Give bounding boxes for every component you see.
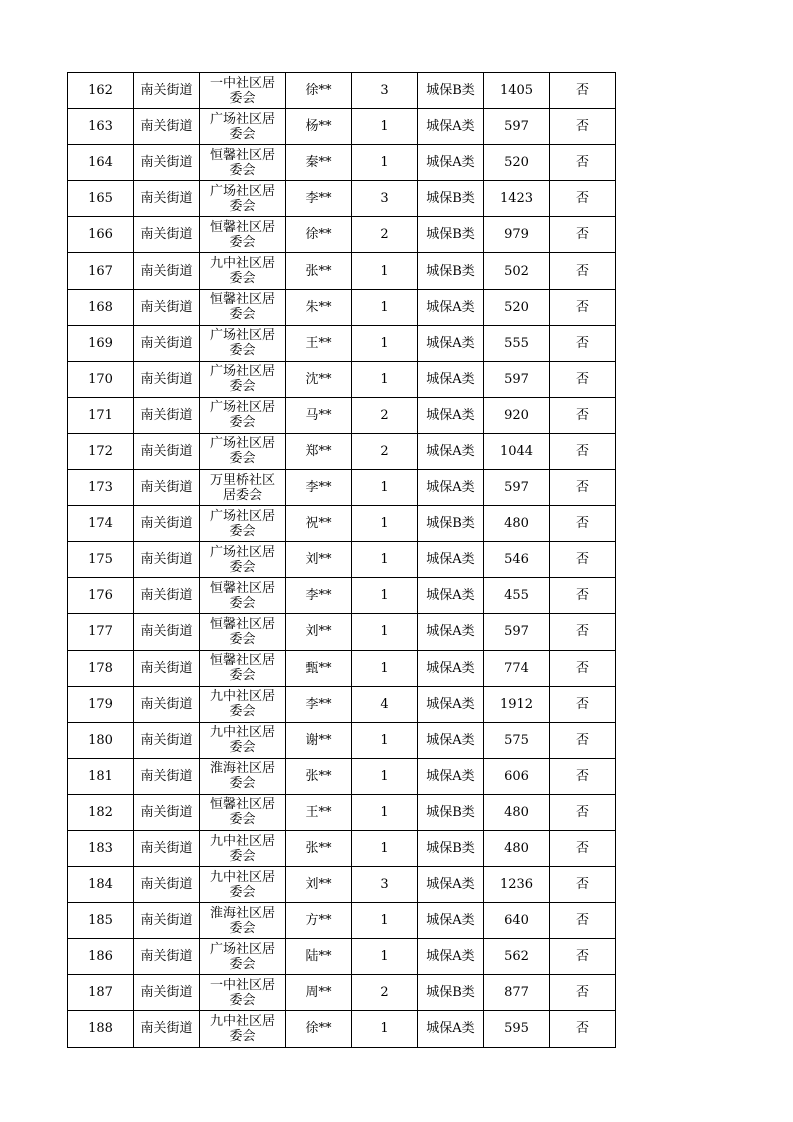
community-line: 淮海社区居 bbox=[209, 905, 275, 921]
flag-cell: 否 bbox=[550, 975, 616, 1011]
community-cell bbox=[200, 325, 286, 361]
table-row bbox=[68, 145, 616, 181]
name-cell: 王** bbox=[286, 794, 352, 830]
table-row bbox=[68, 830, 616, 866]
amount-cell: 575 bbox=[484, 722, 550, 758]
people-count-cell: 1 bbox=[352, 506, 418, 542]
category-cell: 城保A类 bbox=[418, 867, 484, 903]
community-line: 委会 bbox=[229, 162, 256, 178]
table-row bbox=[68, 217, 616, 253]
street-cell: 南关街道 bbox=[134, 867, 200, 903]
community-cell bbox=[200, 145, 286, 181]
community-line: 九中社区居 bbox=[209, 833, 275, 849]
table-row bbox=[68, 506, 616, 542]
community-cell bbox=[200, 181, 286, 217]
community-line: 恒馨社区居 bbox=[209, 147, 275, 163]
community-cell bbox=[200, 867, 286, 903]
community-line: 委会 bbox=[229, 198, 256, 214]
flag-cell: 否 bbox=[550, 73, 616, 109]
community-cell bbox=[200, 722, 286, 758]
name-cell: 马** bbox=[286, 397, 352, 433]
people-count-cell: 1 bbox=[352, 145, 418, 181]
name-cell: 徐** bbox=[286, 73, 352, 109]
street-cell: 南关街道 bbox=[134, 397, 200, 433]
community-cell bbox=[200, 830, 286, 866]
people-count-cell: 1 bbox=[352, 830, 418, 866]
amount-cell: 597 bbox=[484, 361, 550, 397]
community-line: 委会 bbox=[229, 884, 256, 900]
street-cell: 南关街道 bbox=[134, 578, 200, 614]
amount-cell: 597 bbox=[484, 614, 550, 650]
community-cell bbox=[200, 542, 286, 578]
flag-cell: 否 bbox=[550, 433, 616, 469]
street-cell: 南关街道 bbox=[134, 470, 200, 506]
flag-cell: 否 bbox=[550, 830, 616, 866]
community-cell bbox=[200, 109, 286, 145]
flag-cell: 否 bbox=[550, 109, 616, 145]
row-number: 174 bbox=[68, 506, 134, 542]
data-table bbox=[67, 72, 616, 1048]
category-cell: 城保A类 bbox=[418, 686, 484, 722]
name-cell: 李** bbox=[286, 578, 352, 614]
flag-cell: 否 bbox=[550, 758, 616, 794]
street-cell: 南关街道 bbox=[134, 975, 200, 1011]
category-cell: 城保A类 bbox=[418, 325, 484, 361]
category-cell: 城保A类 bbox=[418, 614, 484, 650]
flag-cell: 否 bbox=[550, 939, 616, 975]
row-number: 181 bbox=[68, 758, 134, 794]
community-line: 九中社区居 bbox=[209, 725, 275, 741]
community-line: 委会 bbox=[229, 523, 256, 539]
community-line: 委会 bbox=[229, 126, 256, 142]
row-number: 167 bbox=[68, 253, 134, 289]
flag-cell: 否 bbox=[550, 506, 616, 542]
street-cell: 南关街道 bbox=[134, 614, 200, 650]
community-cell bbox=[200, 253, 286, 289]
street-cell: 南关街道 bbox=[134, 73, 200, 109]
amount-cell: 562 bbox=[484, 939, 550, 975]
name-cell: 刘** bbox=[286, 542, 352, 578]
community-line: 委会 bbox=[229, 234, 256, 250]
row-number: 180 bbox=[68, 722, 134, 758]
community-line: 广场社区居 bbox=[209, 328, 275, 344]
table-row bbox=[68, 109, 616, 145]
row-number: 183 bbox=[68, 830, 134, 866]
community-line: 委会 bbox=[229, 1028, 256, 1044]
row-number: 187 bbox=[68, 975, 134, 1011]
street-cell: 南关街道 bbox=[134, 145, 200, 181]
table-row bbox=[68, 361, 616, 397]
community-cell bbox=[200, 903, 286, 939]
street-cell: 南关街道 bbox=[134, 506, 200, 542]
street-cell: 南关街道 bbox=[134, 1011, 200, 1047]
table-row bbox=[68, 650, 616, 686]
people-count-cell: 1 bbox=[352, 578, 418, 614]
community-line: 九中社区居 bbox=[209, 869, 275, 885]
street-cell: 南关街道 bbox=[134, 722, 200, 758]
row-number: 175 bbox=[68, 542, 134, 578]
name-cell: 李** bbox=[286, 686, 352, 722]
table-row bbox=[68, 289, 616, 325]
table-row bbox=[68, 903, 616, 939]
category-cell: 城保B类 bbox=[418, 794, 484, 830]
amount-cell: 480 bbox=[484, 506, 550, 542]
flag-cell: 否 bbox=[550, 722, 616, 758]
amount-cell: 597 bbox=[484, 470, 550, 506]
community-line: 恒馨社区居 bbox=[209, 580, 275, 596]
people-count-cell: 1 bbox=[352, 361, 418, 397]
community-line: 恒馨社区居 bbox=[209, 797, 275, 813]
community-line: 委会 bbox=[229, 343, 256, 359]
table-row bbox=[68, 1011, 616, 1047]
table-row bbox=[68, 758, 616, 794]
row-number: 170 bbox=[68, 361, 134, 397]
table-row bbox=[68, 686, 616, 722]
community-line: 广场社区居 bbox=[209, 111, 275, 127]
amount-cell: 979 bbox=[484, 217, 550, 253]
amount-cell: 606 bbox=[484, 758, 550, 794]
amount-cell: 1912 bbox=[484, 686, 550, 722]
people-count-cell: 1 bbox=[352, 109, 418, 145]
row-number: 172 bbox=[68, 433, 134, 469]
table-row bbox=[68, 181, 616, 217]
people-count-cell: 2 bbox=[352, 433, 418, 469]
name-cell: 陆** bbox=[286, 939, 352, 975]
name-cell: 甄** bbox=[286, 650, 352, 686]
table-row bbox=[68, 397, 616, 433]
community-cell bbox=[200, 794, 286, 830]
amount-cell: 502 bbox=[484, 253, 550, 289]
table-row bbox=[68, 253, 616, 289]
people-count-cell: 1 bbox=[352, 903, 418, 939]
table-row bbox=[68, 867, 616, 903]
community-cell bbox=[200, 650, 286, 686]
street-cell: 南关街道 bbox=[134, 903, 200, 939]
flag-cell: 否 bbox=[550, 397, 616, 433]
flag-cell: 否 bbox=[550, 686, 616, 722]
name-cell: 徐** bbox=[286, 1011, 352, 1047]
category-cell: 城保A类 bbox=[418, 109, 484, 145]
community-line: 广场社区居 bbox=[209, 436, 275, 452]
flag-cell: 否 bbox=[550, 145, 616, 181]
amount-cell: 597 bbox=[484, 109, 550, 145]
street-cell: 南关街道 bbox=[134, 939, 200, 975]
amount-cell: 520 bbox=[484, 145, 550, 181]
street-cell: 南关街道 bbox=[134, 217, 200, 253]
category-cell: 城保B类 bbox=[418, 830, 484, 866]
community-line: 委会 bbox=[229, 668, 256, 684]
amount-cell: 1423 bbox=[484, 181, 550, 217]
street-cell: 南关街道 bbox=[134, 650, 200, 686]
people-count-cell: 1 bbox=[352, 470, 418, 506]
name-cell: 郑** bbox=[286, 433, 352, 469]
category-cell: 城保B类 bbox=[418, 217, 484, 253]
community-line: 委会 bbox=[229, 451, 256, 467]
name-cell: 徐** bbox=[286, 217, 352, 253]
flag-cell: 否 bbox=[550, 361, 616, 397]
row-number: 162 bbox=[68, 73, 134, 109]
name-cell: 周** bbox=[286, 975, 352, 1011]
people-count-cell: 1 bbox=[352, 542, 418, 578]
flag-cell: 否 bbox=[550, 614, 616, 650]
flag-cell: 否 bbox=[550, 903, 616, 939]
flag-cell: 否 bbox=[550, 289, 616, 325]
community-cell bbox=[200, 975, 286, 1011]
row-number: 176 bbox=[68, 578, 134, 614]
flag-cell: 否 bbox=[550, 650, 616, 686]
community-cell bbox=[200, 433, 286, 469]
street-cell: 南关街道 bbox=[134, 542, 200, 578]
flag-cell: 否 bbox=[550, 578, 616, 614]
amount-cell: 1236 bbox=[484, 867, 550, 903]
community-cell bbox=[200, 397, 286, 433]
row-number: 166 bbox=[68, 217, 134, 253]
category-cell: 城保A类 bbox=[418, 903, 484, 939]
category-cell: 城保A类 bbox=[418, 650, 484, 686]
category-cell: 城保B类 bbox=[418, 73, 484, 109]
community-cell bbox=[200, 470, 286, 506]
flag-cell: 否 bbox=[550, 217, 616, 253]
community-line: 委会 bbox=[229, 631, 256, 647]
people-count-cell: 1 bbox=[352, 794, 418, 830]
category-cell: 城保A类 bbox=[418, 939, 484, 975]
table-row bbox=[68, 470, 616, 506]
community-line: 委会 bbox=[229, 956, 256, 972]
name-cell: 王** bbox=[286, 325, 352, 361]
row-number: 171 bbox=[68, 397, 134, 433]
table-row bbox=[68, 433, 616, 469]
street-cell: 南关街道 bbox=[134, 325, 200, 361]
row-number: 163 bbox=[68, 109, 134, 145]
community-line: 九中社区居 bbox=[209, 689, 275, 705]
people-count-cell: 2 bbox=[352, 217, 418, 253]
community-line: 委会 bbox=[229, 740, 256, 756]
street-cell: 南关街道 bbox=[134, 686, 200, 722]
community-line: 恒馨社区居 bbox=[209, 653, 275, 669]
community-cell bbox=[200, 686, 286, 722]
community-line: 九中社区居 bbox=[209, 256, 275, 272]
category-cell: 城保A类 bbox=[418, 433, 484, 469]
name-cell: 刘** bbox=[286, 614, 352, 650]
flag-cell: 否 bbox=[550, 470, 616, 506]
category-cell: 城保A类 bbox=[418, 397, 484, 433]
community-line: 万里桥社区 bbox=[209, 472, 275, 488]
table-row bbox=[68, 542, 616, 578]
community-cell bbox=[200, 758, 286, 794]
amount-cell: 455 bbox=[484, 578, 550, 614]
community-line: 广场社区居 bbox=[209, 364, 275, 380]
community-line: 委会 bbox=[229, 379, 256, 395]
community-line: 广场社区居 bbox=[209, 400, 275, 416]
table-row bbox=[68, 614, 616, 650]
amount-cell: 555 bbox=[484, 325, 550, 361]
flag-cell: 否 bbox=[550, 325, 616, 361]
people-count-cell: 1 bbox=[352, 939, 418, 975]
flag-cell: 否 bbox=[550, 867, 616, 903]
community-line: 委会 bbox=[229, 704, 256, 720]
community-line: 委会 bbox=[229, 595, 256, 611]
community-line: 恒馨社区居 bbox=[209, 292, 275, 308]
amount-cell: 520 bbox=[484, 289, 550, 325]
category-cell: 城保A类 bbox=[418, 470, 484, 506]
community-cell bbox=[200, 578, 286, 614]
amount-cell: 920 bbox=[484, 397, 550, 433]
street-cell: 南关街道 bbox=[134, 289, 200, 325]
street-cell: 南关街道 bbox=[134, 253, 200, 289]
category-cell: 城保B类 bbox=[418, 253, 484, 289]
table-row bbox=[68, 722, 616, 758]
people-count-cell: 1 bbox=[352, 614, 418, 650]
category-cell: 城保A类 bbox=[418, 1011, 484, 1047]
amount-cell: 877 bbox=[484, 975, 550, 1011]
category-cell: 城保A类 bbox=[418, 145, 484, 181]
people-count-cell: 3 bbox=[352, 73, 418, 109]
flag-cell: 否 bbox=[550, 181, 616, 217]
community-line: 居委会 bbox=[222, 487, 262, 503]
community-line: 淮海社区居 bbox=[209, 761, 275, 777]
community-line: 委会 bbox=[229, 992, 256, 1008]
category-cell: 城保A类 bbox=[418, 758, 484, 794]
name-cell: 张** bbox=[286, 758, 352, 794]
row-number: 182 bbox=[68, 794, 134, 830]
community-line: 广场社区居 bbox=[209, 183, 275, 199]
community-cell bbox=[200, 939, 286, 975]
street-cell: 南关街道 bbox=[134, 109, 200, 145]
row-number: 173 bbox=[68, 470, 134, 506]
category-cell: 城保A类 bbox=[418, 289, 484, 325]
flag-cell: 否 bbox=[550, 253, 616, 289]
flag-cell: 否 bbox=[550, 794, 616, 830]
community-line: 委会 bbox=[229, 90, 256, 106]
street-cell: 南关街道 bbox=[134, 794, 200, 830]
people-count-cell: 1 bbox=[352, 253, 418, 289]
community-cell bbox=[200, 361, 286, 397]
table-row bbox=[68, 939, 616, 975]
community-line: 广场社区居 bbox=[209, 544, 275, 560]
row-number: 168 bbox=[68, 289, 134, 325]
community-cell bbox=[200, 506, 286, 542]
community-line: 委会 bbox=[229, 920, 256, 936]
people-count-cell: 1 bbox=[352, 650, 418, 686]
category-cell: 城保A类 bbox=[418, 361, 484, 397]
street-cell: 南关街道 bbox=[134, 758, 200, 794]
category-cell: 城保B类 bbox=[418, 181, 484, 217]
flag-cell: 否 bbox=[550, 1011, 616, 1047]
row-number: 179 bbox=[68, 686, 134, 722]
name-cell: 祝** bbox=[286, 506, 352, 542]
row-number: 165 bbox=[68, 181, 134, 217]
name-cell: 杨** bbox=[286, 109, 352, 145]
name-cell: 李** bbox=[286, 470, 352, 506]
name-cell: 朱** bbox=[286, 289, 352, 325]
people-count-cell: 1 bbox=[352, 1011, 418, 1047]
people-count-cell: 2 bbox=[352, 397, 418, 433]
street-cell: 南关街道 bbox=[134, 433, 200, 469]
row-number: 177 bbox=[68, 614, 134, 650]
community-line: 委会 bbox=[229, 415, 256, 431]
community-cell bbox=[200, 73, 286, 109]
row-number: 184 bbox=[68, 867, 134, 903]
people-count-cell: 4 bbox=[352, 686, 418, 722]
street-cell: 南关街道 bbox=[134, 181, 200, 217]
community-line: 广场社区居 bbox=[209, 508, 275, 524]
flag-cell: 否 bbox=[550, 542, 616, 578]
people-count-cell: 1 bbox=[352, 325, 418, 361]
row-number: 164 bbox=[68, 145, 134, 181]
name-cell: 方** bbox=[286, 903, 352, 939]
community-line: 委会 bbox=[229, 559, 256, 575]
amount-cell: 640 bbox=[484, 903, 550, 939]
community-cell bbox=[200, 614, 286, 650]
community-line: 广场社区居 bbox=[209, 941, 275, 957]
name-cell: 谢** bbox=[286, 722, 352, 758]
table-row bbox=[68, 325, 616, 361]
amount-cell: 480 bbox=[484, 830, 550, 866]
street-cell: 南关街道 bbox=[134, 830, 200, 866]
people-count-cell: 1 bbox=[352, 722, 418, 758]
name-cell: 刘** bbox=[286, 867, 352, 903]
table-row bbox=[68, 578, 616, 614]
community-line: 恒馨社区居 bbox=[209, 616, 275, 632]
people-count-cell: 3 bbox=[352, 181, 418, 217]
amount-cell: 774 bbox=[484, 650, 550, 686]
name-cell: 沈** bbox=[286, 361, 352, 397]
category-cell: 城保A类 bbox=[418, 542, 484, 578]
table-row bbox=[68, 73, 616, 109]
category-cell: 城保A类 bbox=[418, 578, 484, 614]
community-line: 委会 bbox=[229, 812, 256, 828]
community-cell bbox=[200, 1011, 286, 1047]
row-number: 186 bbox=[68, 939, 134, 975]
people-count-cell: 2 bbox=[352, 975, 418, 1011]
amount-cell: 595 bbox=[484, 1011, 550, 1047]
people-count-cell: 1 bbox=[352, 758, 418, 794]
community-line: 恒馨社区居 bbox=[209, 219, 275, 235]
category-cell: 城保A类 bbox=[418, 722, 484, 758]
people-count-cell: 1 bbox=[352, 289, 418, 325]
community-line: 委会 bbox=[229, 307, 256, 323]
amount-cell: 1405 bbox=[484, 73, 550, 109]
community-line: 委会 bbox=[229, 271, 256, 287]
table-row bbox=[68, 975, 616, 1011]
community-line: 一中社区居 bbox=[209, 977, 275, 993]
name-cell: 秦** bbox=[286, 145, 352, 181]
category-cell: 城保B类 bbox=[418, 506, 484, 542]
community-cell bbox=[200, 289, 286, 325]
name-cell: 李** bbox=[286, 181, 352, 217]
community-line: 一中社区居 bbox=[209, 75, 275, 91]
community-cell bbox=[200, 217, 286, 253]
community-line: 委会 bbox=[229, 848, 256, 864]
amount-cell: 480 bbox=[484, 794, 550, 830]
amount-cell: 1044 bbox=[484, 433, 550, 469]
row-number: 178 bbox=[68, 650, 134, 686]
row-number: 185 bbox=[68, 903, 134, 939]
people-count-cell: 3 bbox=[352, 867, 418, 903]
amount-cell: 546 bbox=[484, 542, 550, 578]
community-line: 委会 bbox=[229, 776, 256, 792]
name-cell: 张** bbox=[286, 253, 352, 289]
table-row bbox=[68, 794, 616, 830]
row-number: 188 bbox=[68, 1011, 134, 1047]
row-number: 169 bbox=[68, 325, 134, 361]
name-cell: 张** bbox=[286, 830, 352, 866]
street-cell: 南关街道 bbox=[134, 361, 200, 397]
community-line: 九中社区居 bbox=[209, 1013, 275, 1029]
category-cell: 城保B类 bbox=[418, 975, 484, 1011]
